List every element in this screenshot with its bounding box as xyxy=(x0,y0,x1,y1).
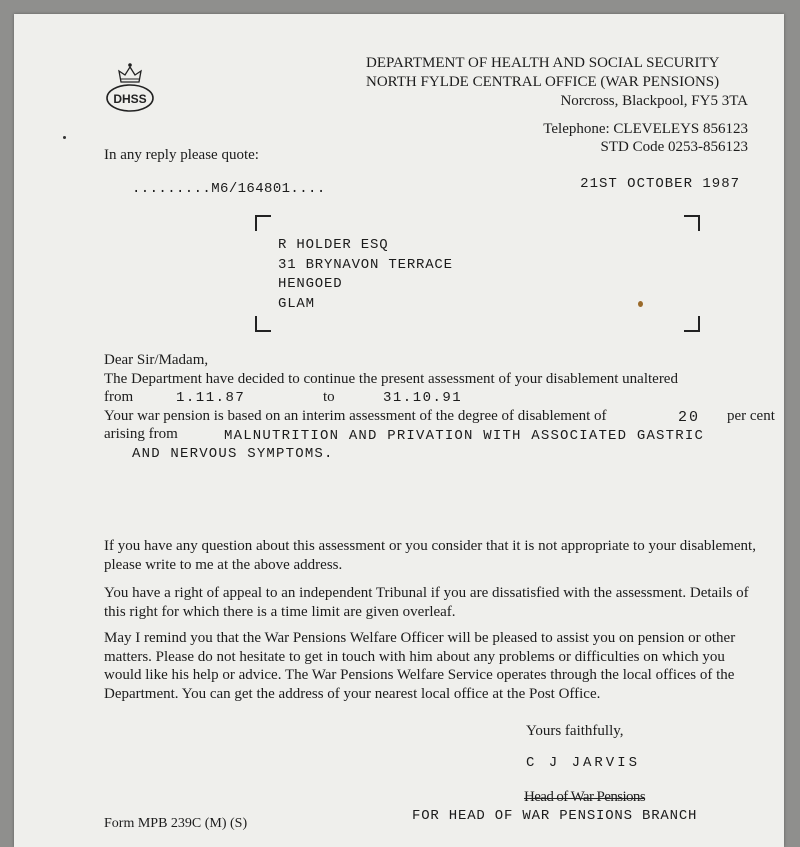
salutation: Dear Sir/Madam, xyxy=(104,352,209,368)
department-name: DEPARTMENT OF HEALTH AND SOCIAL SECURITY xyxy=(366,55,720,71)
recipient-name: R HOLDER ESQ xyxy=(278,237,389,253)
signature: C J JARVIS xyxy=(526,755,641,771)
crown-icon xyxy=(104,58,156,114)
recipient-street: 31 BRYNAVON TERRACE xyxy=(278,256,453,273)
address-window-corner xyxy=(255,215,271,231)
paragraph-welfare: May I remind you that the War Pensions Welfare Officer will be pleased to assist you on pension or other matters. Please do not hesitate to get in touch with him about any problems or difficulties on which you would like his help or advice. The War Pensions Welfare Service operates through the local offices of the Department. You can get the address of your nearest local office at the Post Office. xyxy=(104,630,736,702)
paper-stain xyxy=(638,301,643,307)
recipient-county: GLAM xyxy=(278,295,315,312)
struck-out-title xyxy=(524,789,645,806)
telephone: Telephone: CLEVELEYS 856123 xyxy=(543,121,748,137)
decision-text: The Department have decided to continue the present assessment of your disablement unaltered xyxy=(104,371,678,387)
dhss-crest xyxy=(104,58,156,114)
dhss-logo-text: DHSS xyxy=(113,92,147,106)
to-label: to xyxy=(323,389,335,405)
closing: Yours faithfully, xyxy=(526,723,624,739)
department-heading xyxy=(366,54,719,92)
condition-line-2: AND NERVOUS SYMPTOMS. xyxy=(132,446,334,462)
from-date: 1.11.87 xyxy=(176,390,246,406)
recipient-town: HENGOED xyxy=(278,276,343,292)
reference-number: .........M6/164801.... xyxy=(132,181,326,197)
reference-label: In any reply please quote: xyxy=(104,147,259,163)
disablement-percent: 20 xyxy=(678,409,701,426)
address-window-corner xyxy=(255,316,271,332)
to-date: 31.10.91 xyxy=(383,390,463,406)
for-head-line: FOR HEAD OF WAR PENSIONS BRANCH xyxy=(412,808,698,824)
recipient-address xyxy=(278,236,453,314)
std-code: STD Code 0253-856123 xyxy=(600,139,748,155)
form-code: Form MPB 239C (M) (S) xyxy=(104,816,248,831)
per-cent-label: per cent xyxy=(727,408,775,424)
condition-line-1: MALNUTRITION AND PRIVATION WITH ASSOCIATED GASTRIC xyxy=(224,428,705,444)
address-window-corner xyxy=(684,215,700,231)
office-address: Norcross, Blackpool, FY5 3TA xyxy=(560,93,748,109)
office-name: NORTH FYLDE CENTRAL OFFICE (WAR PENSIONS) xyxy=(366,74,720,90)
address-window-corner xyxy=(684,316,700,332)
struck-title-text: Head of War Pensions xyxy=(524,789,646,805)
paragraph-questions: If you have any question about this assessment or you consider that it is not appropriate to your disablement, please write to me at the above address. xyxy=(104,538,756,573)
pension-text: Your war pension is based on an interim assessment of the degree of disablement of xyxy=(104,408,607,424)
paragraph-appeal: You have a right of appeal to an independent Tribunal if you are dissatisfied with the assessment. Details of this right for which there is a time limit are given overleaf. xyxy=(104,585,749,620)
letter-date: 21ST OCTOBER 1987 xyxy=(580,176,740,192)
letter-page xyxy=(14,14,784,847)
ink-dot xyxy=(63,136,66,139)
arising-label: arising from xyxy=(104,426,178,442)
from-label: from xyxy=(104,389,134,405)
